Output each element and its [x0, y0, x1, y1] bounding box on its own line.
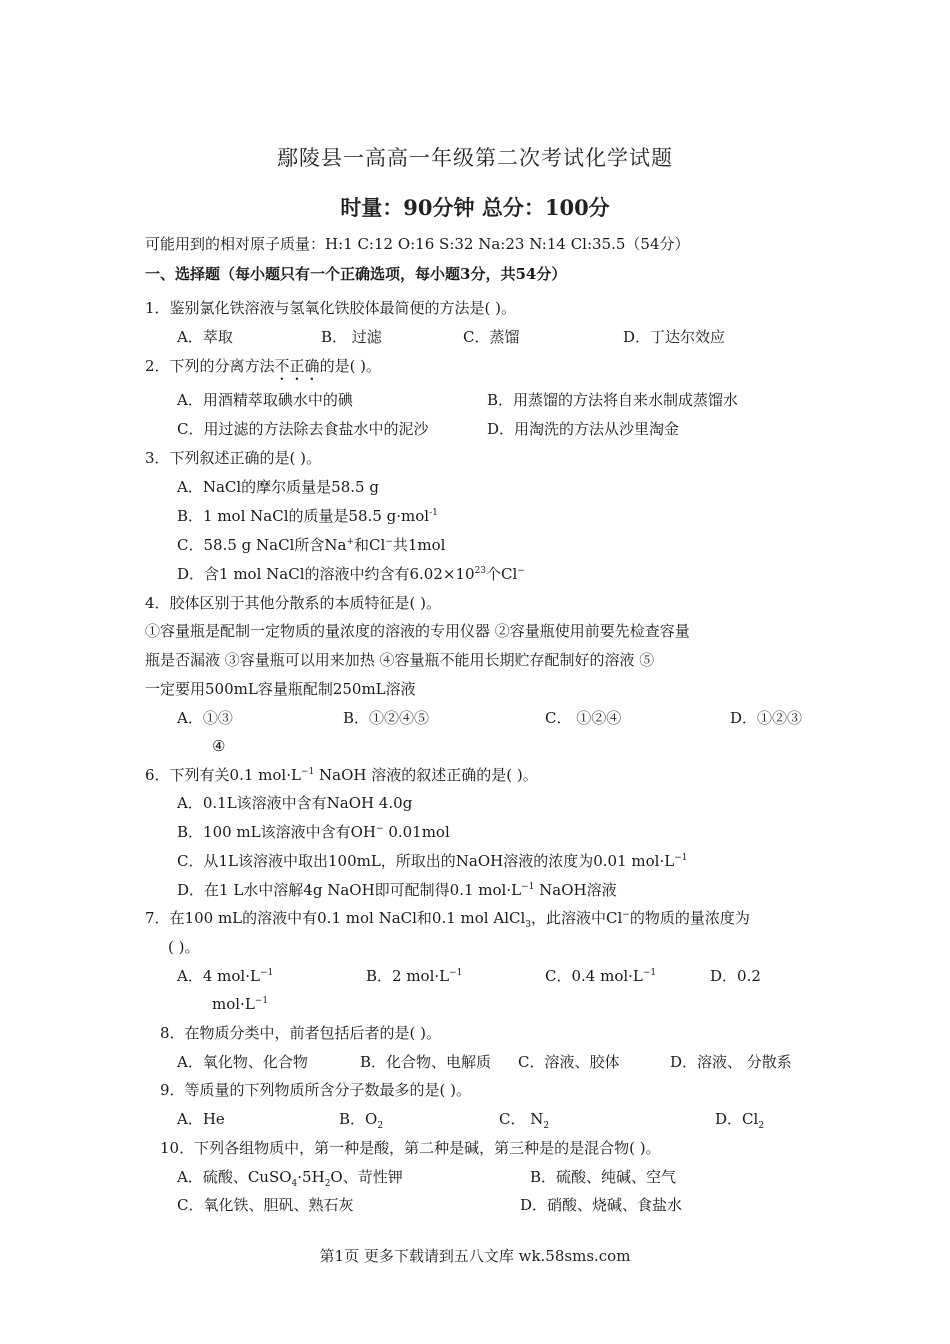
- q4-option-d: D．①②③: [730, 709, 803, 727]
- q8-stem: 8．在物质分类中，前者包括后者的是( )。: [160, 1024, 442, 1042]
- q1-option-a: A．萃取: [177, 328, 233, 346]
- q7-option-d: D．0.2: [710, 967, 761, 985]
- q3-option-c: C．58.5 g NaCl所含Na+和Cl−共1mol: [177, 536, 446, 554]
- q4-option-b: B．①②④⑤: [343, 709, 430, 727]
- q1-stem: 1．鉴别氯化铁溶液与氢氧化铁胶体最简便的方法是( )。: [145, 299, 517, 317]
- q1-option-d: D．丁达尔效应: [623, 328, 726, 346]
- q9-option-d: D．$Cl_2$: [715, 1110, 765, 1131]
- q8-option-a: A．氧化物、化合物: [177, 1053, 308, 1071]
- page-title: 鄢陵县一高高一年级第二次考试化学试题: [277, 146, 673, 170]
- q10-option-d: D．硝酸、烧碱、食盐水: [520, 1196, 683, 1214]
- q9-option-b: B．$O_2$: [339, 1110, 384, 1131]
- q10-option-b: B．硫酸、纯碱、空气: [530, 1168, 677, 1186]
- q7-stem: 7．在100 mL的溶液中有0.1 mol NaCl和0.1 mol AlCl$_3$，此溶液中Cl−的物质的量浓度为: [145, 909, 750, 930]
- q4-stem: 4．胶体区别于其他分散系的本质特征是( )。: [145, 594, 442, 612]
- q4-option-c: C． ①②④: [545, 709, 622, 727]
- q8-option-d: D．溶液、 分散系: [670, 1053, 792, 1071]
- q4-statements-line-1: ①容量瓶是配制一定物质的量浓度的溶液的专用仪器 ②容量瓶使用前要先检查容量: [145, 622, 690, 640]
- q6-option-a: A．0.1L该溶液中含有NaOH 4.0g: [177, 794, 413, 812]
- q7-option-a: A．4 $mol\cdot L^{-1}$: [177, 967, 274, 985]
- q3-option-a: A．NaCl的摩尔质量是58.5 g: [177, 478, 379, 496]
- q2-option-d: D．用淘洗的方法从沙里淘金: [487, 420, 680, 438]
- q4-option-d-continued: ④: [212, 737, 226, 755]
- atomic-masses: 可能用到的相对原子质量：H:1 C:12 O:16 S:32 Na:23 N:14 Cl:35.5（54分）: [145, 235, 690, 253]
- q7-option-b: B．2 $mol\cdot L^{-1}$: [366, 967, 463, 985]
- q9-option-c: C． $N_2$: [499, 1110, 550, 1131]
- q8-option-b: B．化合物、电解质: [360, 1053, 492, 1071]
- q1-option-c: C．蒸馏: [463, 328, 520, 346]
- q2-stem: 2．下列的分离方法不正确的是( )。: [145, 357, 382, 375]
- q3-option-b: B．1 mol NaCl的质量是58.5 g·mol$^{-1}$: [177, 507, 438, 525]
- q6-option-b: B．100 mL该溶液中含有OH− 0.01mol: [177, 823, 450, 841]
- page-footer: 第1页 更多下载请到五八文库 wk.58sms.com: [319, 1247, 631, 1265]
- q3-stem: 3．下列叙述正确的是( )。: [145, 449, 322, 467]
- q6-option-d: D．在1 L水中溶解4g NaOH即可配制得0.1 $mol\cdot L^{-1}$ NaOH溶液: [177, 881, 617, 899]
- q9-stem: 9．等质量的下列物质所含分子数最多的是( )。: [160, 1081, 472, 1099]
- exam-time-and-score: 时量：90分钟 总分：100分: [340, 195, 610, 220]
- section-heading: 一、选择题（每小题只有一个正确选项，每小题3分，共54分）: [145, 265, 567, 283]
- q6-option-c: C．从1L该溶液中取出100mL，所取出的NaOH溶液的浓度为0.01 $mol\cdot L^{-1}$: [177, 852, 688, 870]
- q3-option-d: D．含1 mol NaCl的溶液中约含有$6.02\times 10^{23}$个Cl−: [177, 565, 525, 583]
- q7-option-d-continued: $mol\cdot L^{-1}$: [212, 995, 269, 1013]
- q2-option-a: A．用酒精萃取碘水中的碘: [177, 391, 353, 409]
- q2-option-c: C．用过滤的方法除去食盐水中的泥沙: [177, 420, 429, 438]
- q10-stem: 10．下列各组物质中，第一种是酸，第二种是碱，第三种是的是混合物( )。: [160, 1139, 661, 1157]
- q6-stem: 6．下列有关0.1 $mol\cdot L^{-1}$ NaOH 溶液的叙述正确的是( )。: [145, 766, 538, 784]
- q10-option-a: A．硫酸、$CuSO_4\cdot 5H_2O$、苛性钾: [177, 1168, 403, 1189]
- q4-statements-line-3: 一定要用500mL容量瓶配制250mL溶液: [145, 680, 416, 698]
- q2-emphasis: 不正确: [274, 357, 320, 375]
- q10-option-c: C．氧化铁、胆矾、熟石灰: [177, 1196, 354, 1214]
- q4-option-a: A．①③: [177, 709, 233, 727]
- q8-option-c: C．溶液、胶体: [518, 1053, 620, 1071]
- q4-statements-line-2: 瓶是否漏液 ③容量瓶可以用来加热 ④容量瓶不能用长期贮存配制好的溶液 ⑤: [145, 651, 655, 669]
- q7-option-c: C．0.4 $mol\cdot L^{-1}$: [545, 967, 657, 985]
- q7-stem-continued: ( )。: [168, 938, 200, 956]
- q2-option-b: B．用蒸馏的方法将自来水制成蒸馏水: [487, 391, 739, 409]
- q1-option-b: B． 过滤: [321, 328, 382, 346]
- q9-option-a: A．He: [177, 1110, 225, 1128]
